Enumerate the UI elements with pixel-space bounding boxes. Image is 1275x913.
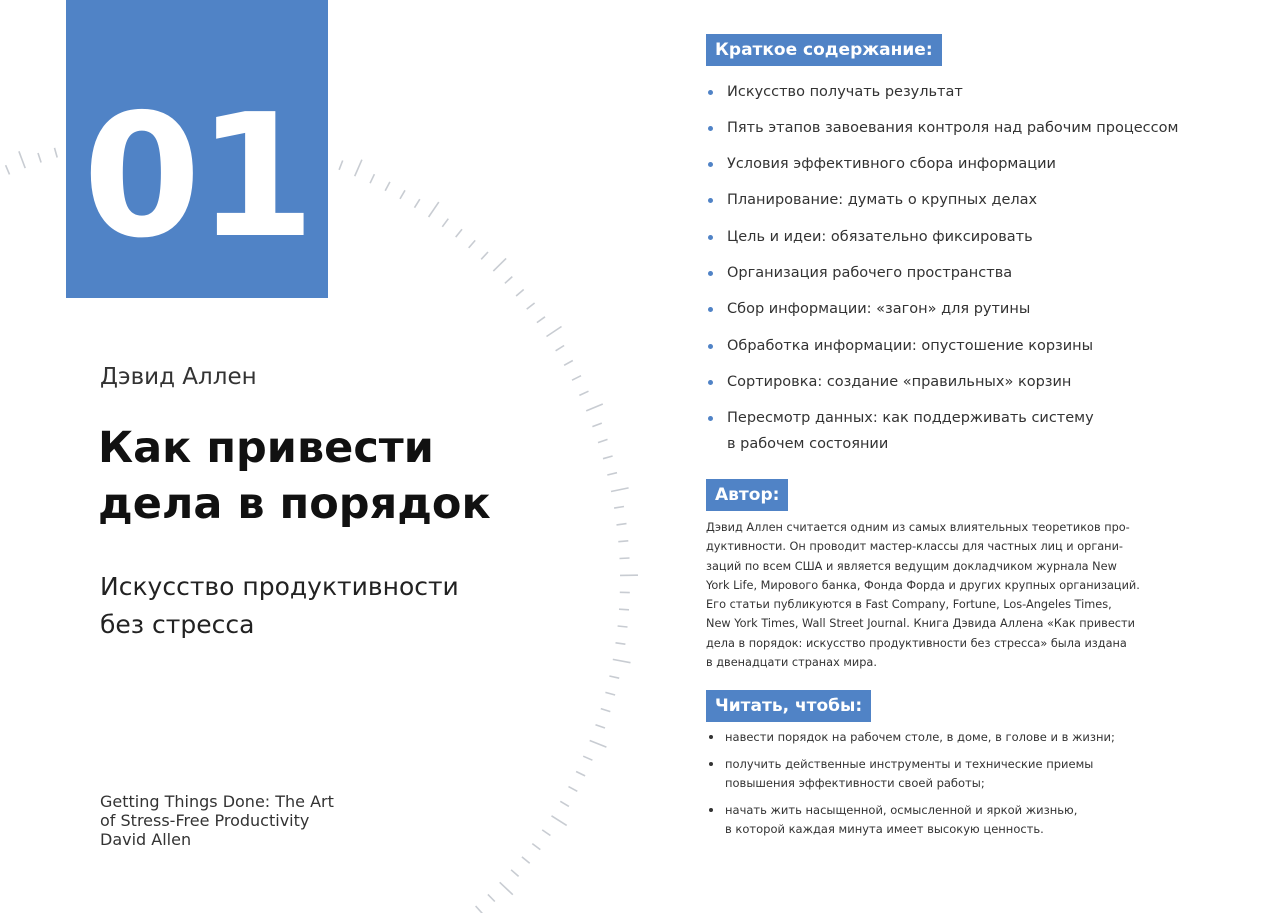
dial-tick — [476, 906, 483, 913]
summary-item — [706, 299, 1266, 320]
dial-tick — [55, 148, 58, 158]
dial-tick — [516, 290, 524, 297]
book-author: Дэвид Аллен — [100, 364, 257, 390]
summary-item-line: Пять этапов завоевания контроля над рабочим процессом — [727, 120, 1179, 136]
dial-tick — [576, 772, 585, 776]
dial-tick — [564, 361, 573, 366]
dial-tick — [500, 882, 513, 894]
dial-tick — [579, 391, 588, 395]
summary-item — [706, 190, 1266, 211]
summary-item — [706, 154, 1266, 175]
dial-tick — [442, 219, 448, 227]
dial-tick — [400, 190, 405, 199]
author-bio-line: дуктивности. Он проводит мастер-классы для частных лиц и органи- — [706, 540, 1123, 554]
summary-item — [706, 227, 1266, 248]
summary-item — [706, 118, 1266, 139]
dial-tick — [339, 161, 343, 170]
dial-tick — [618, 541, 628, 542]
book-subtitle-line: Искусство продуктивности — [100, 572, 459, 601]
dial-tick — [620, 558, 630, 559]
dial-tick — [586, 404, 603, 411]
dial-tick — [572, 376, 581, 381]
read-heading: Читать, чтобы: — [706, 690, 871, 722]
chapter-number-block — [66, 0, 328, 298]
summary-item-line: Пересмотр данных: как поддерживать систему — [727, 410, 1094, 426]
book-subtitle-line: без стресса — [100, 610, 255, 639]
summary-item — [706, 263, 1266, 284]
book-title-line: дела в порядок — [98, 479, 491, 529]
author-bio-line: заций по всем США и является ведущим докладчиком журнала New — [706, 559, 1117, 573]
read-list — [706, 728, 1206, 847]
dial-tick — [556, 346, 565, 351]
summary-list — [706, 82, 1266, 455]
summary-item-line: Сбор информации: «загон» для рутины — [727, 301, 1031, 317]
original-title-line: David Allen — [100, 830, 192, 849]
dial-tick — [481, 252, 488, 259]
dial-tick — [583, 756, 592, 760]
original-title — [100, 792, 334, 849]
author-bio-line: Его статьи публикуются в Fast Company, Fortune, Los-Angeles Times, — [706, 598, 1112, 612]
summary-item-line: Сортировка: создание «правильных» корзин — [727, 374, 1072, 390]
summary-item-line: Обработка информации: опустошение корзины — [727, 338, 1094, 354]
summary-item-line: Организация рабочего пространства — [727, 265, 1013, 281]
author-bio-line: дела в порядок: искусство продуктивности без стресса» была издана — [706, 636, 1127, 650]
book-subtitle — [100, 568, 600, 644]
read-item-line: получить действенные инструменты и технические приемы — [725, 757, 1094, 771]
read-item-line: навести порядок на рабочем столе, в доме, в голове и в жизни; — [725, 730, 1115, 744]
summary-item-line: Планирование: думать о крупных делах — [727, 192, 1038, 208]
dial-tick — [415, 199, 420, 208]
dial-tick — [616, 643, 626, 644]
dial-tick — [493, 258, 506, 271]
summary-item — [706, 82, 1266, 103]
dial-tick — [505, 277, 512, 284]
dial-tick — [547, 327, 562, 337]
dial-tick — [532, 844, 540, 850]
dial-tick — [596, 725, 606, 728]
dial-tick — [511, 870, 518, 877]
dial-tick — [560, 801, 569, 806]
summary-item-line: Искусство получать результат — [727, 84, 963, 100]
summary-heading: Краткое содержание: — [706, 34, 942, 66]
dial-tick — [355, 160, 362, 177]
read-item-line: повышения эффективности своей работы; — [725, 776, 985, 790]
dial-tick — [370, 174, 374, 183]
author-bio-line: New York Times, Wall Street Journal. Книга Дэвида Аллена «Как привести — [706, 617, 1135, 631]
dial-tick — [537, 317, 545, 323]
dial-tick — [527, 303, 535, 309]
dial-tick — [590, 741, 607, 748]
original-title-line: Getting Things Done: The Art — [100, 792, 334, 811]
chapter-number: 01 — [82, 78, 312, 276]
summary-item-line: в рабочем состоянии — [727, 436, 889, 452]
summary-item-line: Условия эффективного сбора информации — [727, 156, 1056, 172]
read-item — [706, 755, 1206, 793]
author-heading: Автор: — [706, 479, 788, 511]
dial-tick — [385, 182, 390, 191]
dial-tick — [488, 894, 495, 901]
dial-tick — [569, 787, 578, 792]
dial-tick — [456, 229, 462, 237]
dial-tick — [605, 692, 615, 695]
read-item-line: в которой каждая минута имеет высокую ценность. — [725, 822, 1044, 836]
dial-tick — [469, 240, 476, 248]
dial-tick — [429, 202, 439, 217]
author-bio-line: в двенадцати странах мира. — [706, 656, 877, 670]
book-title-line: Как привести — [98, 423, 434, 473]
dial-tick — [618, 626, 628, 627]
summary-item — [706, 372, 1266, 393]
read-item — [706, 728, 1206, 747]
dial-tick — [6, 165, 10, 174]
summary-item — [706, 336, 1266, 357]
dial-tick — [552, 816, 567, 826]
original-title-line: of Stress-Free Productivity — [100, 811, 310, 830]
dial-tick — [609, 676, 619, 678]
author-bio-line: Дэвид Аллен считается одним из самых влиятельных теоретиков про- — [706, 521, 1130, 534]
book-title — [98, 420, 618, 532]
dial-tick — [19, 151, 25, 168]
dial-tick — [617, 524, 627, 525]
dial-tick — [542, 830, 550, 836]
dial-tick — [601, 709, 611, 712]
read-item-line: начать жить насыщенной, осмысленной и яркой жизнью, — [725, 803, 1078, 817]
author-bio — [706, 518, 1176, 672]
dial-tick — [619, 609, 629, 610]
author-bio-line: York Life, Мирового банка, Фонда Форда и других крупных организаций. — [706, 578, 1140, 592]
read-item — [706, 801, 1206, 839]
dial-tick — [38, 153, 41, 163]
summary-item-line: Цель и идеи: обязательно фиксировать — [727, 229, 1033, 245]
dial-tick — [522, 857, 530, 863]
dial-tick — [613, 659, 631, 662]
summary-item — [706, 408, 1266, 455]
